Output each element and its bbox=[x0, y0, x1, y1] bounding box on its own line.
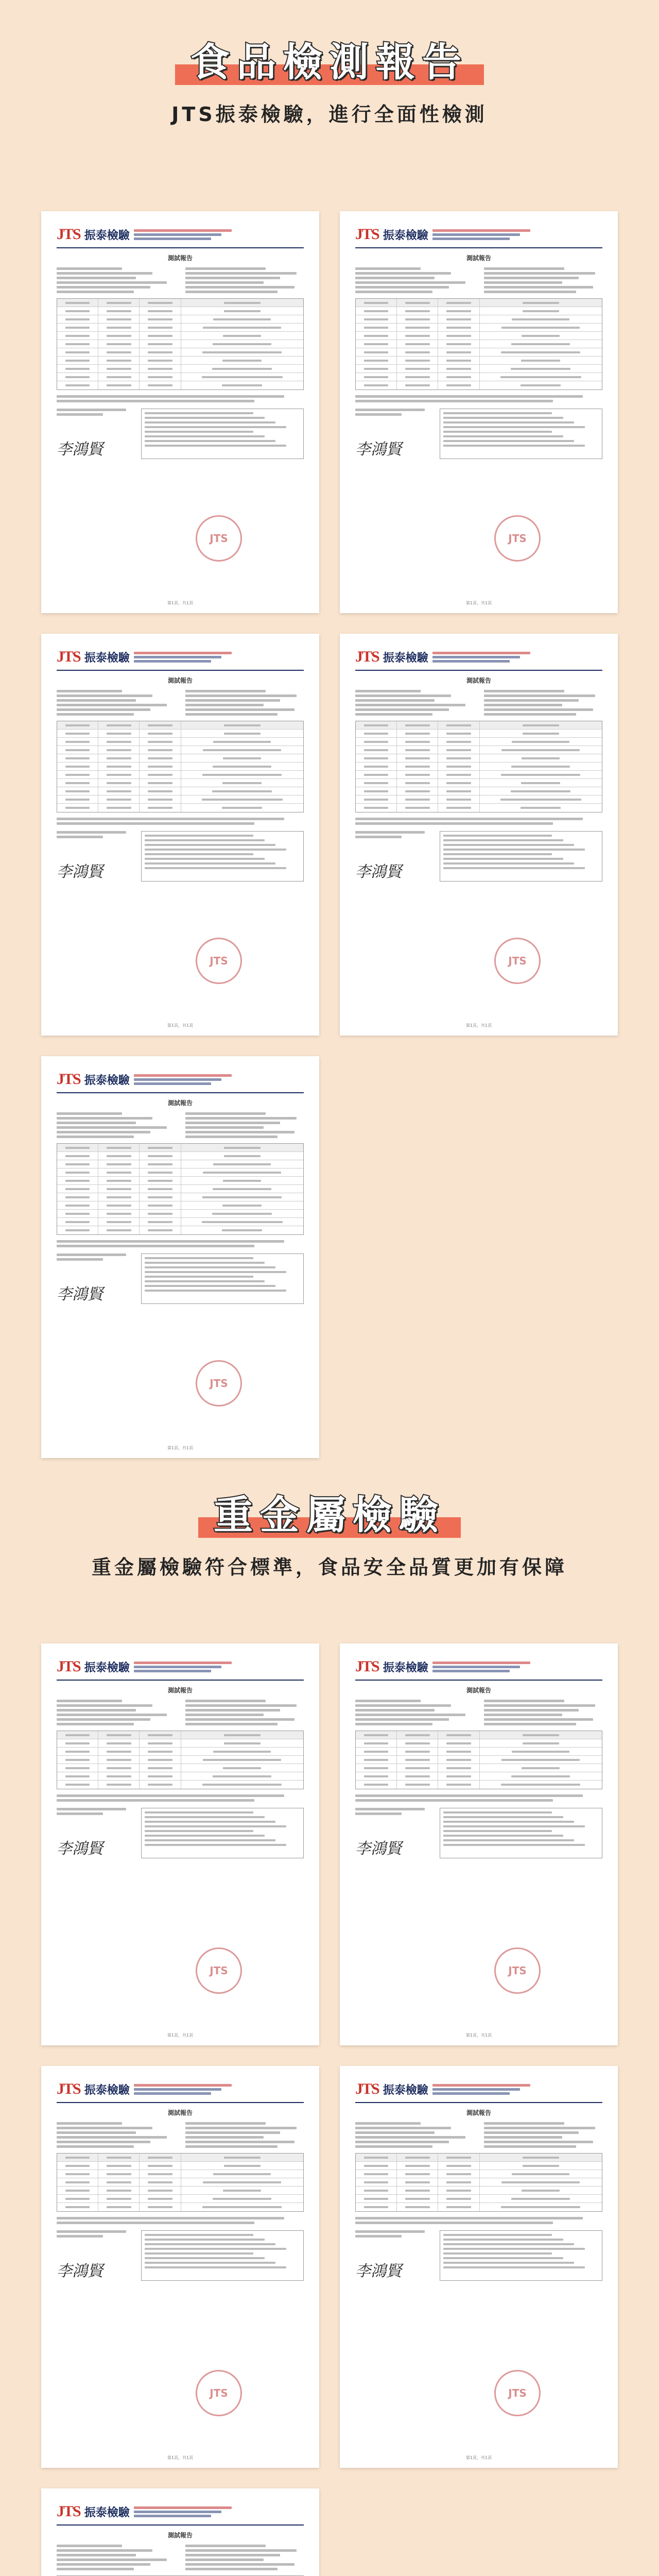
signature: 李鴻賢 bbox=[355, 863, 402, 881]
remarks-box bbox=[440, 831, 602, 882]
report-header bbox=[355, 1657, 602, 1676]
test-report-document bbox=[340, 2066, 618, 2468]
lab-seal: JTS bbox=[196, 2370, 242, 2416]
header-rule bbox=[57, 1092, 304, 1093]
report-notes bbox=[57, 2217, 304, 2224]
report-header bbox=[57, 1070, 304, 1089]
remarks-box bbox=[440, 1808, 602, 1858]
lab-seal: JTS bbox=[494, 1947, 541, 1994]
remarks-box bbox=[141, 2230, 304, 2281]
test-report-document bbox=[340, 211, 618, 613]
page-number: 第1頁，共1頁 bbox=[167, 2033, 194, 2038]
lab-name: 振泰檢驗 bbox=[383, 229, 428, 242]
lab-name: 振泰檢驗 bbox=[84, 2506, 130, 2519]
lab-name: 振泰檢驗 bbox=[383, 1661, 428, 1674]
lab-seal: JTS bbox=[494, 938, 541, 984]
heavy-metal-title: 重金屬檢驗 bbox=[214, 1492, 445, 1538]
remarks-box bbox=[141, 831, 304, 882]
report-header bbox=[355, 225, 602, 244]
header-rule bbox=[57, 1680, 304, 1681]
results-table bbox=[355, 721, 602, 812]
food-report-title: 食品檢測報告 bbox=[190, 39, 469, 85]
results-table bbox=[355, 2153, 602, 2212]
page-number: 第1頁，共1頁 bbox=[167, 1446, 194, 1450]
lab-address-block bbox=[134, 1074, 232, 1085]
remarks-box bbox=[440, 409, 602, 459]
report-footer bbox=[57, 2230, 304, 2281]
lab-seal: JTS bbox=[196, 1360, 242, 1406]
report-footer bbox=[57, 1253, 304, 1304]
lab-address-block bbox=[134, 229, 232, 240]
signature: 李鴻賢 bbox=[355, 1840, 402, 1858]
header-rule bbox=[57, 247, 304, 248]
test-report-document bbox=[41, 1056, 319, 1458]
lab-address-block bbox=[134, 2506, 232, 2517]
results-table bbox=[57, 298, 304, 390]
test-report-document bbox=[41, 2488, 319, 2576]
signature-block bbox=[355, 409, 432, 459]
report-header bbox=[57, 647, 304, 667]
report-notes bbox=[57, 1794, 304, 1802]
results-table bbox=[57, 1731, 304, 1789]
report-info-block bbox=[57, 2122, 304, 2148]
lab-name: 振泰檢驗 bbox=[84, 2083, 130, 2097]
report-notes bbox=[57, 818, 304, 825]
signature: 李鴻賢 bbox=[355, 440, 402, 459]
page-number: 第1頁，共1頁 bbox=[167, 601, 194, 605]
results-table bbox=[355, 1731, 602, 1789]
report-header bbox=[57, 2079, 304, 2099]
report-info-block bbox=[57, 1112, 304, 1138]
results-table bbox=[57, 2153, 304, 2212]
test-report-document bbox=[41, 1643, 319, 2045]
report-doc-title: 測試報告 bbox=[167, 1687, 193, 1694]
signature: 李鴻賢 bbox=[57, 440, 103, 459]
report-doc-title: 測試報告 bbox=[466, 255, 491, 262]
remarks-box bbox=[440, 2230, 602, 2281]
report-doc-title: 測試報告 bbox=[466, 1687, 491, 1694]
lab-seal: JTS bbox=[196, 1947, 242, 1994]
test-report-document bbox=[340, 634, 618, 1036]
results-table bbox=[57, 1143, 304, 1235]
header-rule bbox=[57, 2102, 304, 2103]
report-doc-title: 測試報告 bbox=[167, 677, 193, 684]
header-rule bbox=[355, 247, 602, 248]
report-header bbox=[57, 1657, 304, 1676]
heavy-metal-title-wrap bbox=[214, 1484, 445, 1540]
food-report-title-wrap bbox=[190, 31, 469, 87]
lab-name: 振泰檢驗 bbox=[84, 651, 130, 665]
report-doc-title: 測試報告 bbox=[466, 677, 491, 684]
page-number: 第1頁，共1頁 bbox=[465, 1023, 492, 1028]
lab-address-block bbox=[134, 2084, 232, 2095]
food-report-subtitle: JTS振泰檢驗，進行全面性檢測 bbox=[171, 103, 488, 126]
report-notes bbox=[355, 2217, 602, 2224]
signature-block bbox=[355, 1808, 432, 1858]
report-doc-title: 測試報告 bbox=[167, 2532, 193, 2539]
page-number: 第1頁，共1頁 bbox=[465, 601, 492, 605]
jts-logo: JTS bbox=[57, 226, 80, 243]
report-notes bbox=[355, 1794, 602, 1802]
header-rule bbox=[355, 670, 602, 671]
lab-name: 振泰檢驗 bbox=[383, 2083, 428, 2097]
header-rule bbox=[355, 2102, 602, 2103]
jts-logo: JTS bbox=[57, 648, 80, 665]
jts-logo: JTS bbox=[57, 1071, 80, 1088]
report-doc-title: 測試報告 bbox=[167, 2109, 193, 2116]
jts-logo: JTS bbox=[355, 648, 379, 665]
signature-block bbox=[57, 409, 134, 459]
report-info-block bbox=[57, 267, 304, 293]
lab-address-block bbox=[134, 1662, 232, 1672]
report-header bbox=[57, 2502, 304, 2521]
report-info-block bbox=[355, 267, 602, 293]
report-header bbox=[355, 647, 602, 667]
report-doc-title: 測試報告 bbox=[466, 2109, 491, 2116]
remarks-box bbox=[141, 1808, 304, 1858]
jts-logo: JTS bbox=[57, 2503, 80, 2520]
jts-logo: JTS bbox=[57, 1658, 80, 1675]
lab-address-block bbox=[432, 2084, 530, 2095]
report-notes bbox=[57, 395, 304, 402]
header-rule bbox=[355, 1680, 602, 1681]
lab-address-block bbox=[134, 652, 232, 663]
page-number: 第1頁，共1頁 bbox=[465, 2033, 492, 2038]
report-footer bbox=[355, 831, 602, 882]
lab-seal: JTS bbox=[494, 515, 541, 562]
signature: 李鴻賢 bbox=[57, 1285, 103, 1303]
test-report-document bbox=[340, 1643, 618, 2045]
lab-name: 振泰檢驗 bbox=[383, 651, 428, 665]
report-info-block bbox=[57, 690, 304, 716]
signature-block bbox=[57, 831, 134, 882]
report-header bbox=[355, 2079, 602, 2099]
report-info-block bbox=[57, 2545, 304, 2570]
report-notes bbox=[57, 1240, 304, 1247]
report-info-block bbox=[57, 1700, 304, 1725]
report-footer bbox=[57, 831, 304, 882]
signature: 李鴻賢 bbox=[355, 2262, 402, 2280]
lab-address-block bbox=[432, 1662, 530, 1672]
results-table bbox=[355, 298, 602, 390]
lab-address-block bbox=[432, 652, 530, 663]
heavy-metal-subtitle: 重金屬檢驗符合標準，食品安全品質更加有保障 bbox=[91, 1556, 567, 1579]
report-info-block bbox=[355, 1700, 602, 1725]
signature-block bbox=[57, 1808, 134, 1858]
test-report-document bbox=[41, 211, 319, 613]
report-doc-title: 測試報告 bbox=[167, 1099, 193, 1107]
heavy-metal-header bbox=[0, 1484, 659, 1580]
lab-name: 振泰檢驗 bbox=[84, 1661, 130, 1674]
lab-seal: JTS bbox=[494, 2370, 541, 2416]
signature: 李鴻賢 bbox=[57, 1840, 103, 1858]
report-header bbox=[57, 225, 304, 244]
test-report-document bbox=[41, 634, 319, 1036]
lab-name: 振泰檢驗 bbox=[84, 1074, 130, 1087]
header-rule bbox=[57, 670, 304, 671]
report-footer bbox=[57, 1808, 304, 1858]
lab-address-block bbox=[432, 229, 530, 240]
header-rule bbox=[57, 2524, 304, 2526]
page-number: 第1頁，共1頁 bbox=[167, 1023, 194, 1028]
report-notes bbox=[355, 395, 602, 402]
report-info-block bbox=[355, 690, 602, 716]
jts-logo: JTS bbox=[57, 2080, 80, 2097]
remarks-box bbox=[141, 409, 304, 459]
page-number: 第1頁，共1頁 bbox=[167, 2455, 194, 2460]
signature-block bbox=[355, 2230, 432, 2281]
signature-block bbox=[57, 2230, 134, 2281]
page-number: 第1頁，共1頁 bbox=[465, 2455, 492, 2460]
report-footer bbox=[355, 2230, 602, 2281]
signature: 李鴻賢 bbox=[57, 2262, 103, 2280]
signature: 李鴻賢 bbox=[57, 863, 103, 881]
report-footer bbox=[57, 409, 304, 459]
lab-name: 振泰檢驗 bbox=[84, 229, 130, 242]
food-report-header bbox=[0, 31, 659, 127]
report-footer bbox=[355, 409, 602, 459]
lab-seal: JTS bbox=[196, 515, 242, 562]
jts-logo: JTS bbox=[355, 2080, 379, 2097]
results-table bbox=[57, 721, 304, 812]
jts-logo: JTS bbox=[355, 1658, 379, 1675]
lab-seal: JTS bbox=[196, 938, 242, 984]
jts-logo: JTS bbox=[355, 226, 379, 243]
report-doc-title: 測試報告 bbox=[167, 255, 193, 262]
remarks-box bbox=[141, 1253, 304, 1304]
test-report-document bbox=[41, 2066, 319, 2468]
signature-block bbox=[355, 831, 432, 882]
report-footer bbox=[355, 1808, 602, 1858]
report-info-block bbox=[355, 2122, 602, 2148]
report-notes bbox=[355, 818, 602, 825]
signature-block bbox=[57, 1253, 134, 1304]
